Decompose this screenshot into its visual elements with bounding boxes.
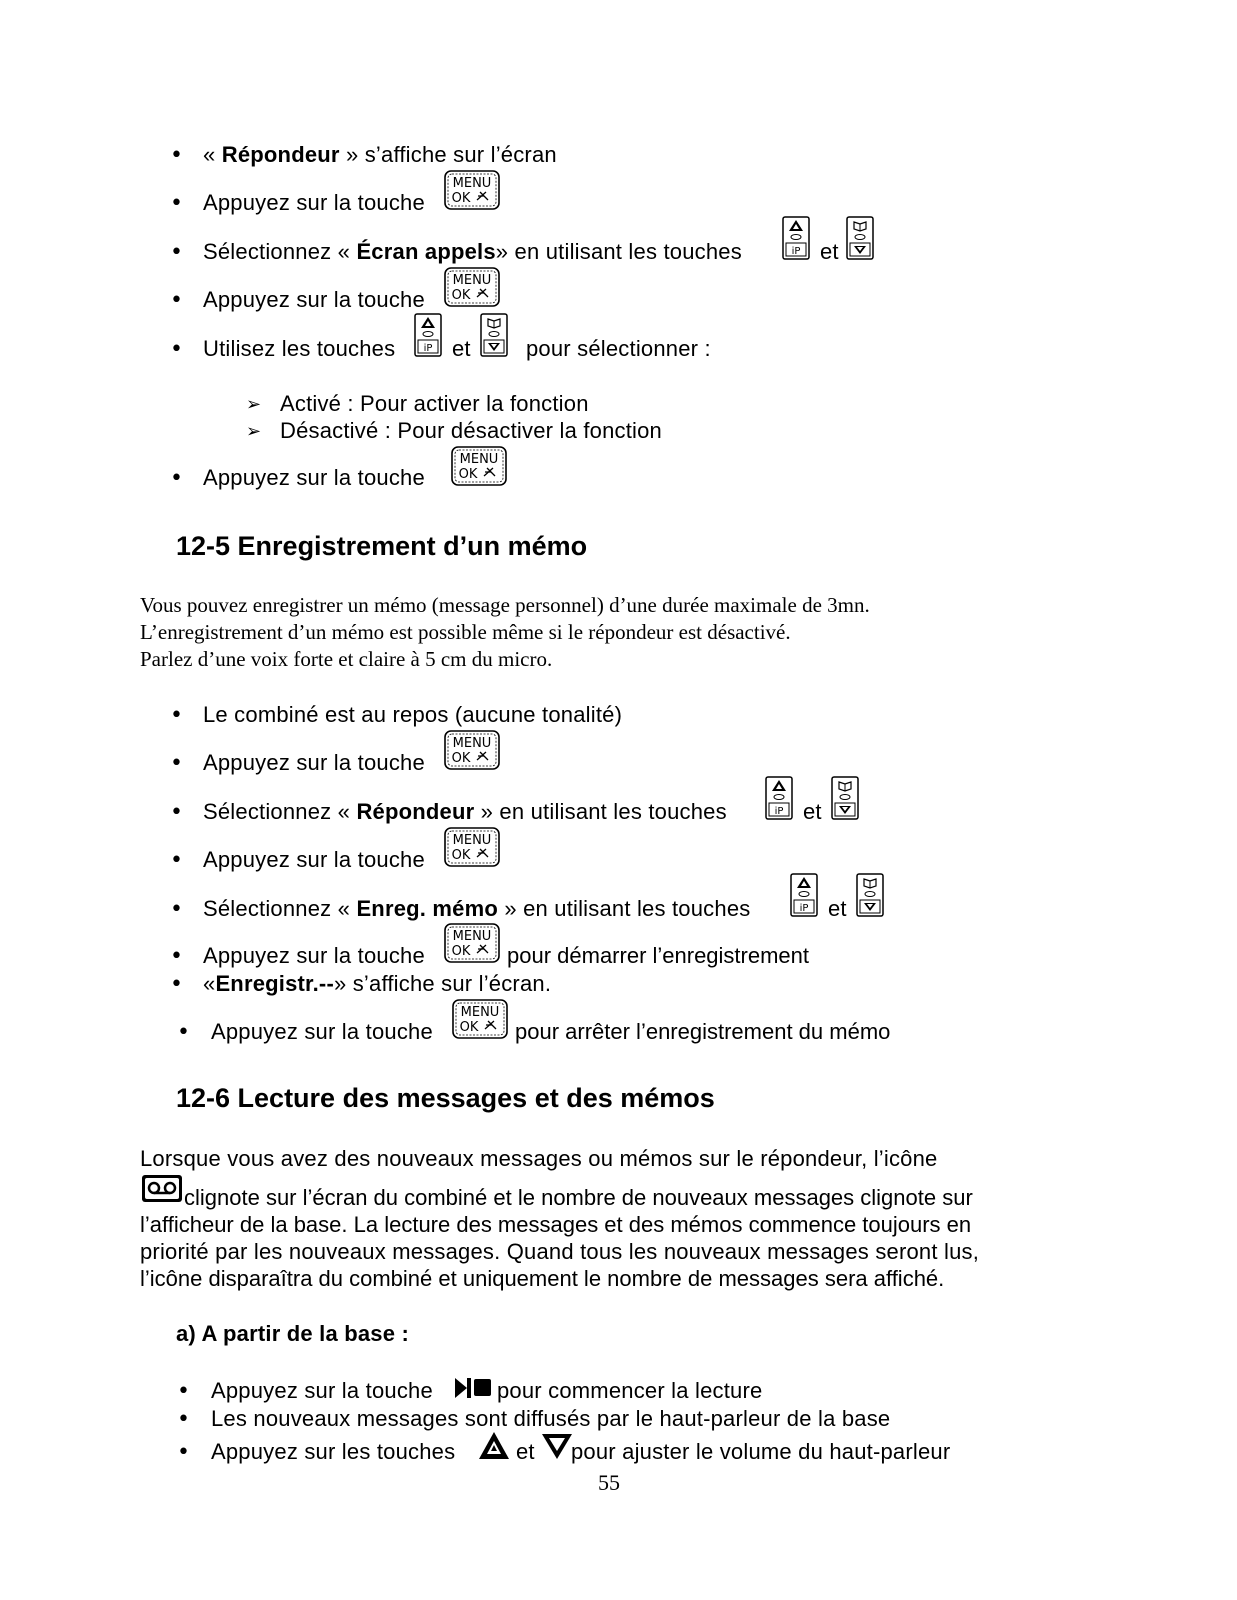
list-item-tail: pour sélectionner : [526,336,711,361]
list-item-tail: pour démarrer l’enregistrement [507,943,810,968]
list-item-tail: pour arrêter l’enregistrement du mémo [515,1019,891,1044]
bullet: • [170,337,183,362]
down-key-icon [480,313,509,358]
and-text: et [820,239,839,264]
paragraph-line: Parlez d’une voix forte et claire à 5 cm du micro. [140,647,553,671]
and-text: et [452,336,471,361]
bullet: • [177,1379,190,1404]
menu-ok-key-icon [444,267,501,308]
menu-ok-key-icon [444,827,501,868]
bullet: • [170,143,183,168]
list-item: Sélectionnez « Répondeur » en utilisant les touches [203,799,727,824]
bullet: • [170,800,183,825]
list-item: Appuyez sur la touche [203,287,425,312]
up-key-icon [782,216,811,261]
bullet: • [170,944,183,969]
menu-ok-key-icon [452,999,509,1040]
arrow-bullet-icon: ➢ [246,421,262,442]
list-item: Les nouveaux messages sont diffusés par le haut-parleur de la base [211,1406,891,1431]
section-title: 12-6 Lecture des messages et des mémos [176,1083,715,1113]
list-item: Appuyez sur la touche [203,190,425,215]
up-key-icon [414,313,443,358]
paragraph-line: l’afficheur de la base. La lecture des messages et des mémos commence toujours en [140,1212,972,1237]
bullet: • [170,703,183,728]
bullet: • [170,288,183,313]
play-stop-icon [453,1376,493,1400]
up-key-icon [790,873,819,918]
list-item: « Répondeur » s’affiche sur l’écran [203,142,557,167]
list-item: Appuyez sur la touche [203,847,425,872]
and-text: et [828,896,847,921]
down-key-icon [831,776,860,821]
sub-item: Activé : Pour activer la fonction [280,391,589,416]
arrow-bullet-icon: ➢ [246,394,262,415]
bullet: • [170,897,183,922]
sub-item: Désactivé : Pour désactiver la fonction [280,418,662,443]
list-item: Sélectionnez « Enreg. mémo » en utilisant les touches [203,896,751,921]
down-key-icon [846,216,875,261]
list-item: «Enregistr.--» s’affiche sur l’écran. [203,971,552,996]
bullet: • [170,848,183,873]
bullet: • [177,1020,190,1045]
bullet: • [177,1440,190,1465]
paragraph-line: l’icône disparaîtra du combiné et uniquement le nombre de messages sera affiché. [140,1266,945,1291]
list-item: Appuyez sur la touche [203,943,425,968]
and-text: et [516,1439,535,1464]
list-item: Appuyez sur la touche [203,750,425,775]
list-item: Le combiné est au repos (aucune tonalité) [203,702,623,727]
list-item-tail: pour commencer la lecture [497,1378,763,1403]
menu-ok-key-icon [444,170,501,211]
paragraph-line: Vous pouvez enregistrer un mémo (message personnel) d’une durée maximale de 3mn. [140,593,870,617]
list-item: Appuyez sur la touche [211,1378,433,1403]
paragraph-line: L’enregistrement d’un mémo est possible même si le répondeur est désactivé. [140,620,791,644]
bullet: • [170,191,183,216]
page-number: 55 [598,1470,620,1495]
bullet: • [170,972,183,997]
answering-machine-icon [141,1174,183,1204]
subsection-title: a) A partir de la base : [176,1321,410,1346]
bullet: • [177,1407,190,1432]
volume-down-icon [541,1432,573,1460]
bullet: • [170,751,183,776]
paragraph-line: priorité par les nouveaux messages. Quand tous les nouveaux messages seront lus, [140,1239,980,1264]
down-key-icon [856,873,885,918]
list-item: Appuyez sur la touche [211,1019,433,1044]
paragraph-line: Lorsque vous avez des nouveaux messages ou mémos sur le répondeur, l’icône [140,1146,938,1171]
bullet: • [170,466,183,491]
list-item: Utilisez les touches [203,336,396,361]
up-key-icon [765,776,794,821]
bullet: • [170,240,183,265]
menu-ok-key-icon [444,923,501,964]
list-item: Sélectionnez « Écran appels» en utilisant les touches [203,239,742,264]
menu-ok-key-icon [451,446,508,487]
list-item-tail: pour ajuster le volume du haut-parleur [571,1439,951,1464]
paragraph-line: clignote sur l’écran du combiné et le nombre de nouveaux messages clignote sur [184,1185,973,1210]
menu-ok-key-icon [444,730,501,771]
and-text: et [803,799,822,824]
volume-up-icon [478,1431,510,1461]
list-item: Appuyez sur la touche [203,465,425,490]
section-title: 12-5 Enregistrement d’un mémo [176,531,588,561]
list-item: Appuyez sur les touches [211,1439,456,1464]
